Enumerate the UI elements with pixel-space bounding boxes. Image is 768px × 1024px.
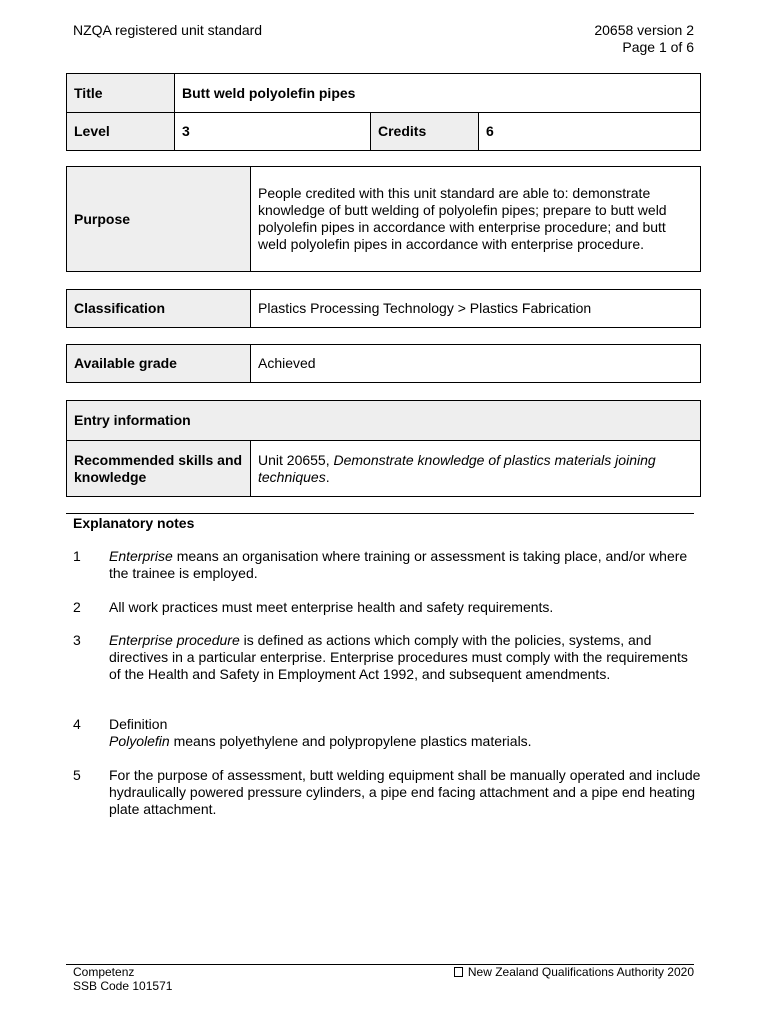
note-5: 5 For the purpose of assessment, butt welding equipment shall be manually operated and include hydraulically powered pressure cylinders, a pipe end facing attachment and a pipe end heating plate attachment. [73, 767, 701, 817]
recommended-skills-value: Unit 20655, Demonstrate knowledge of plastics materials joining techniques. [251, 441, 701, 497]
footer-ssb-code: SSB Code 101571 [73, 979, 173, 993]
footer-copyright: New Zealand Qualifications Authority 2020 [454, 965, 694, 979]
level-label: Level [67, 113, 175, 151]
explanatory-notes-heading: Explanatory notes [73, 515, 195, 531]
footer-org: Competenz [73, 965, 135, 979]
note-2: 2 All work practices must meet enterprise health and safety requirements. [73, 599, 554, 615]
available-grade-value: Achieved [251, 345, 701, 383]
header-version-block [594, 22, 694, 56]
classification-table [66, 289, 701, 328]
notes-divider [66, 513, 694, 514]
title-value: Butt weld polyolefin pipes [175, 74, 701, 113]
footer-left [73, 965, 172, 993]
note-3: 3 Enterprise procedure is defined as actions which comply with the policies, systems, and directives in a particular enterprise. Enterprise procedures must comply with the requirements of the Health and Safety in Employment Act 1992, and subsequent amendments. [73, 632, 688, 682]
title-label: Title [67, 74, 175, 113]
title-level-table [66, 73, 701, 151]
recommended-skills-label: Recommended skills and knowledge [67, 441, 251, 497]
available-grade-label: Available grade [67, 345, 251, 383]
purpose-label: Purpose [67, 167, 251, 272]
credits-value: 6 [479, 113, 701, 151]
purpose-text: People credited with this unit standard are able to: demonstrate knowledge of butt welding of polyolefin pipes; prepare to butt weld polyolefin pipes in accordance with enterprise procedure; and butt weld polyolefin pipes in accordance with enterprise procedure. [251, 167, 701, 272]
classification-label: Classification [67, 290, 251, 328]
note-4: 4 Definition Polyolefin means polyethylene and polypropylene plastics materials. [73, 716, 532, 749]
header-version: 20658 version 2 [594, 22, 694, 38]
header-unit-standard: NZQA registered unit standard [73, 22, 263, 38]
copyright-symbol-icon [454, 967, 463, 977]
level-value: 3 [175, 113, 371, 151]
entry-information-table [66, 400, 701, 497]
header-page-number: Page 1 of 6 [622, 39, 694, 55]
classification-value: Plastics Processing Technology > Plastics Fabrication [251, 290, 701, 328]
entry-information-header: Entry information [67, 401, 701, 441]
note-1: 1 Enterprise means an organisation where training or assessment is taking place, and/or where the trainee is employed. [73, 548, 688, 581]
unit-title-italic: Demonstrate knowledge of plastics materials joining techniques [258, 451, 656, 485]
credits-label: Credits [371, 113, 479, 151]
purpose-table [66, 166, 701, 272]
grade-table [66, 344, 701, 383]
